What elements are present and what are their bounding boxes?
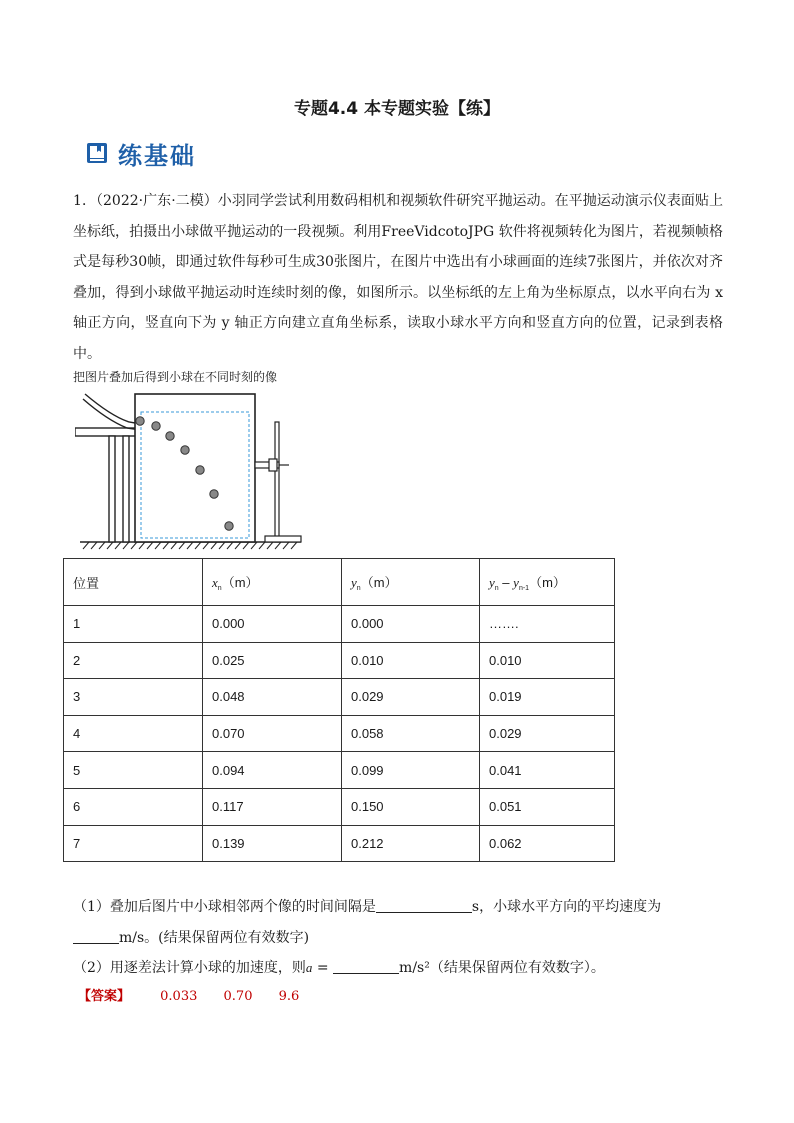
header-y: $y_n(m)$ <box>342 559 480 606</box>
book-icon <box>86 142 108 164</box>
answer-value: 9.6 <box>278 989 300 1004</box>
answer-tag: 【答案】 <box>78 989 131 1004</box>
table-row: 2 0.025 0.010 0.010 <box>64 642 615 679</box>
question-1-line1: （1）叠加后图片中小球相邻两个像的时间间隔是 s，小球水平方向的平均速度为 <box>73 899 662 915</box>
section-label: 练基础 <box>118 141 196 170</box>
question-1-line2: m/s。(结果保留两位有效数字) <box>73 927 309 947</box>
table-row: 5 0.094 0.099 0.041 <box>64 752 615 789</box>
answer-blank-acceleration <box>333 959 399 974</box>
projectile-apparatus-figure <box>75 386 305 554</box>
answer-value: 0.033 <box>160 989 198 1004</box>
header-x: $x_n(m)$ <box>203 559 342 606</box>
problem-statement <box>73 186 723 369</box>
answer-blank-interval <box>376 898 472 913</box>
problem-source: （2022·广东·二模） <box>95 193 218 209</box>
table-row: 4 0.070 0.058 0.029 <box>64 715 615 752</box>
answer-blank-velocity <box>73 929 119 944</box>
table-row: 3 0.048 0.029 0.019 <box>64 679 615 716</box>
header-dy: $y_n - y_{n-1}(m)$ <box>480 559 615 606</box>
question-2: （2）用逐差法计算小球的加速度，则a = m/s²（结果保留两位有效数字）。 <box>73 960 605 976</box>
table-header-row <box>64 559 615 606</box>
problem-text: 小羽同学尝试利用数码相机和视频软件研究平抛运动。在平抛运动演示仪表面贴上坐标纸，拍摄出小球做平抛运动的一段视频。利用FreeVidcotoJPG 软件将视频转化为图片，若视频帧格式是每秒30帧，即通过软件每秒可生成30张图片，在图片中选出有小球画面的连续7张图片，并依次对齐叠加，得到小球做平抛运动时连续时刻的像，如图所示。以坐标纸的左上角为坐标原点，以水平向右为 x 轴正方向，竖直向下为 y 轴正方向建立直角坐标系，读取小球水平方向和竖直方向的位置，记录到表格中。 <box>73 193 723 362</box>
table-row: 1 0.000 0.000 ……. <box>64 606 615 643</box>
table-row: 7 0.139 0.212 0.062 <box>64 825 615 862</box>
data-table <box>63 558 615 862</box>
section-header <box>86 136 196 170</box>
header-position: 位置 <box>64 559 203 606</box>
figure-caption: 把图片叠加后得到小球在不同时刻的像 <box>73 370 278 384</box>
answer-value: 0.70 <box>223 989 253 1004</box>
page-title: 专题4.4 本专题实验【练】 <box>293 99 501 119</box>
answer-line <box>78 985 321 1004</box>
problem-number: 1． <box>73 193 96 209</box>
table-row: 6 0.117 0.150 0.051 <box>64 788 615 825</box>
